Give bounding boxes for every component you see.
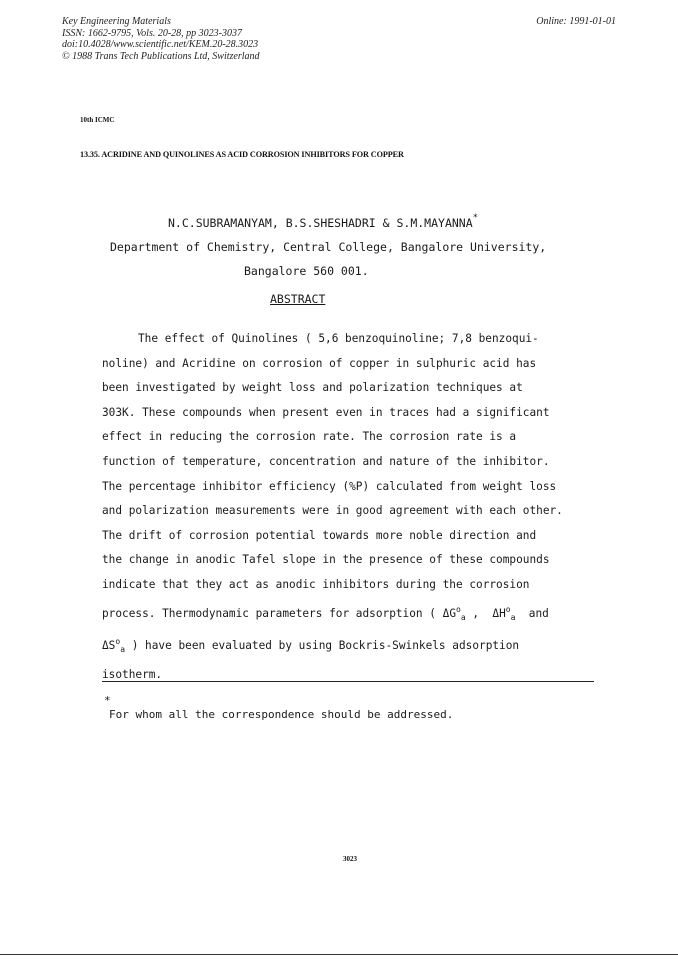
adsorption-subscript: a: [120, 645, 126, 655]
adsorption-subscript: a: [460, 612, 466, 622]
abstract-thermo-line: [102, 598, 622, 631]
adsorption-subscript: a: [510, 612, 516, 622]
abstract-line: effect in reducing the corrosion rate. The corrosion rate is a: [102, 430, 517, 444]
thermo-suffix: ) have been evaluated by using Bockris-Swinkels adsorption: [131, 639, 520, 653]
footnote-asterisk: *: [104, 694, 111, 707]
thermo-prefix: process. Thermodynamic parameters for adsorption (: [102, 606, 436, 620]
page-number: 3023: [343, 855, 357, 863]
copyright-line: © 1988 Trans Tech Publications Ltd, Switzerland: [62, 50, 260, 62]
page-bottom-rule: [0, 954, 678, 955]
abstract-line: The percentage inhibitor efficiency (%P) calculated from weight loss: [102, 479, 557, 493]
affiliation-line-2: Bangalore 560 001.: [244, 264, 369, 278]
abstract-line: been investigated by weight loss and polarization techniques at: [102, 381, 523, 395]
footnote-text: For whom all the correspondence should be addressed.: [109, 708, 454, 721]
standard-state-mark: o: [505, 604, 511, 614]
authors-text: N.C.SUBRAMANYAM, B.S.SHESHADRI & S.M.MAYANNA: [168, 215, 473, 230]
abstract-line: 303K. These compounds when present even in traces had a significant: [102, 405, 550, 419]
journal-header: [62, 16, 260, 62]
affiliation-line-1: Department of Chemistry, Central College, Bangalore University,: [110, 240, 547, 254]
doi-line: doi:10.4028/www.scientific.net/KEM.20-28.3023: [62, 39, 259, 50]
thermo-separator: ,: [472, 606, 480, 620]
abstract-line: indicate that they act as anodic inhibitors during the corrosion: [102, 577, 530, 591]
abstract-line: and polarization measurements were in good agreement with each other.: [102, 504, 563, 518]
delta-g-symbol: ΔG: [442, 606, 456, 620]
abstract-thermo-line-2: [102, 630, 622, 663]
abstract-line: The drift of corrosion potential towards more noble direction and: [102, 528, 537, 542]
footnote-divider: [102, 681, 594, 682]
abstract-line: noline) and Acridine on corrosion of copper in sulphuric acid has: [102, 356, 537, 370]
conference-label: 10th ICMC: [80, 116, 115, 124]
delta-h-symbol: ΔH: [492, 606, 506, 620]
issn-line: ISSN: 1662-9795, Vols. 20-28, pp 3023-3037: [62, 27, 242, 39]
author-list: [168, 215, 478, 230]
abstract-body: [102, 327, 622, 687]
delta-s-symbol: ΔS: [102, 639, 116, 653]
author-asterisk: *: [472, 213, 479, 223]
journal-name: Key Engineering Materials: [62, 16, 171, 27]
and-word: and: [528, 606, 549, 620]
abstract-line: the change in anodic Tafel slope in the presence of these compounds: [102, 553, 550, 567]
standard-state-mark: o: [115, 637, 121, 647]
standard-state-mark: o: [456, 604, 461, 614]
paper-title: 13.35. ACRIDINE AND QUINOLINES AS ACID CORROSION INHIBITORS FOR COPPER: [80, 150, 404, 159]
abstract-line: function of temperature, concentration and nature of the inhibitor.: [102, 454, 550, 468]
abstract-heading: ABSTRACT: [270, 292, 326, 306]
abstract-last-line: isotherm.: [102, 667, 163, 681]
abstract-line: The effect of Quinolines ( 5,6 benzoquinoline; 7,8 benzoqui-: [138, 332, 539, 345]
online-date: Online: 1991-01-01: [536, 16, 616, 27]
